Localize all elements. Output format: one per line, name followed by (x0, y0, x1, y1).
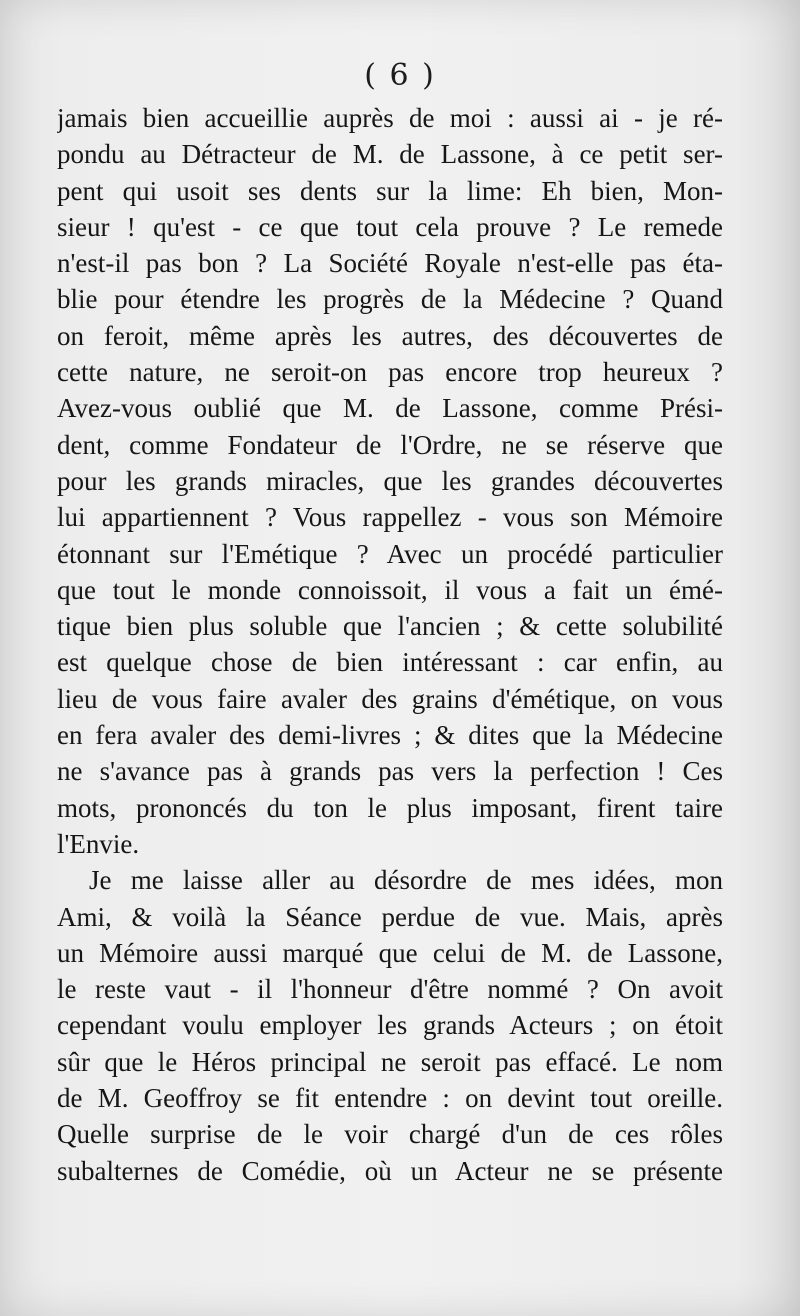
text-line: lui appartiennent ? Vous rappellez - vous son Mémoire (57, 502, 723, 533)
text-line: pour les grands miracles, que les grandes découvertes (57, 465, 723, 496)
text-line: Quelle surprise de le voir chargé d'un de ces rôles (57, 1119, 723, 1150)
text-line: ne s'avance pas à grands pas vers la perfection ! Ces (57, 756, 723, 787)
text-line: en fera avaler des demi-livres ; & dites que la Médecine (57, 720, 723, 751)
text-line: Je me laisse aller au désordre de mes idées, mon (89, 865, 723, 896)
text-line: jamais bien accueillie auprès de moi : aussi ai - je ré- (57, 103, 723, 133)
text-line: cette nature, ne seroit-on pas encore trop heureux ? (57, 357, 723, 388)
text-line: que tout le monde connoissoit, il vous a fait un émé- (57, 574, 723, 605)
text-line: dent, comme Fondateur de l'Ordre, ne se réserve que (57, 429, 723, 460)
page-number: ( 6 ) (364, 58, 436, 93)
text-line: un Mémoire aussi marqué que celui de M. de Lassone, (57, 937, 723, 968)
text-line: lieu de vous faire avaler des grains d'émétique, on vous (57, 683, 723, 714)
text-line: subalternes de Comédie, où un Acteur ne se présente (57, 1155, 723, 1186)
text-line: pent qui usoit ses dents sur la lime: Eh bien, Mon- (57, 175, 723, 206)
text-line: Avez-vous oublié que M. de Lassone, comme Prési- (57, 393, 723, 424)
text-line: blie pour étendre les progrès de la Médecine ? Quand (57, 284, 723, 315)
text-line: étonnant sur l'Emétique ? Avec un procédé particulier (57, 538, 723, 569)
text-line: est quelque chose de bien intéressant : car enfin, au (57, 647, 723, 678)
text-line: tique bien plus soluble que l'ancien ; & cette solubilité (57, 611, 723, 642)
text-line: l'Envie. (57, 828, 140, 859)
text-line: on feroit, même après les autres, des découvertes de (57, 320, 723, 351)
text-line: n'est-il pas bon ? La Société Royale n'est-elle pas éta- (57, 248, 723, 279)
text-line: mots, prononcés du ton le plus imposant, firent taire (57, 792, 723, 823)
text-line: pondu au Détracteur de M. de Lassone, à ce petit ser- (57, 139, 723, 170)
text-line: de M. Geoffroy se fit entendre : on devint tout oreille. (57, 1083, 723, 1114)
body-text (57, 100, 723, 1189)
text-line: sûr que le Héros principal ne seroit pas effacé. Le nom (57, 1046, 723, 1077)
text-line: sieur ! qu'est - ce que tout cela prouve ? Le remede (57, 211, 723, 242)
text-line: cependant voulu employer les grands Acteurs ; on étoit (57, 1010, 723, 1041)
text-line: le reste vaut - il l'honneur d'être nommé ? On avoit (57, 974, 723, 1005)
text-line: Ami, & voilà la Séance perdue de vue. Mais, après (57, 901, 723, 932)
